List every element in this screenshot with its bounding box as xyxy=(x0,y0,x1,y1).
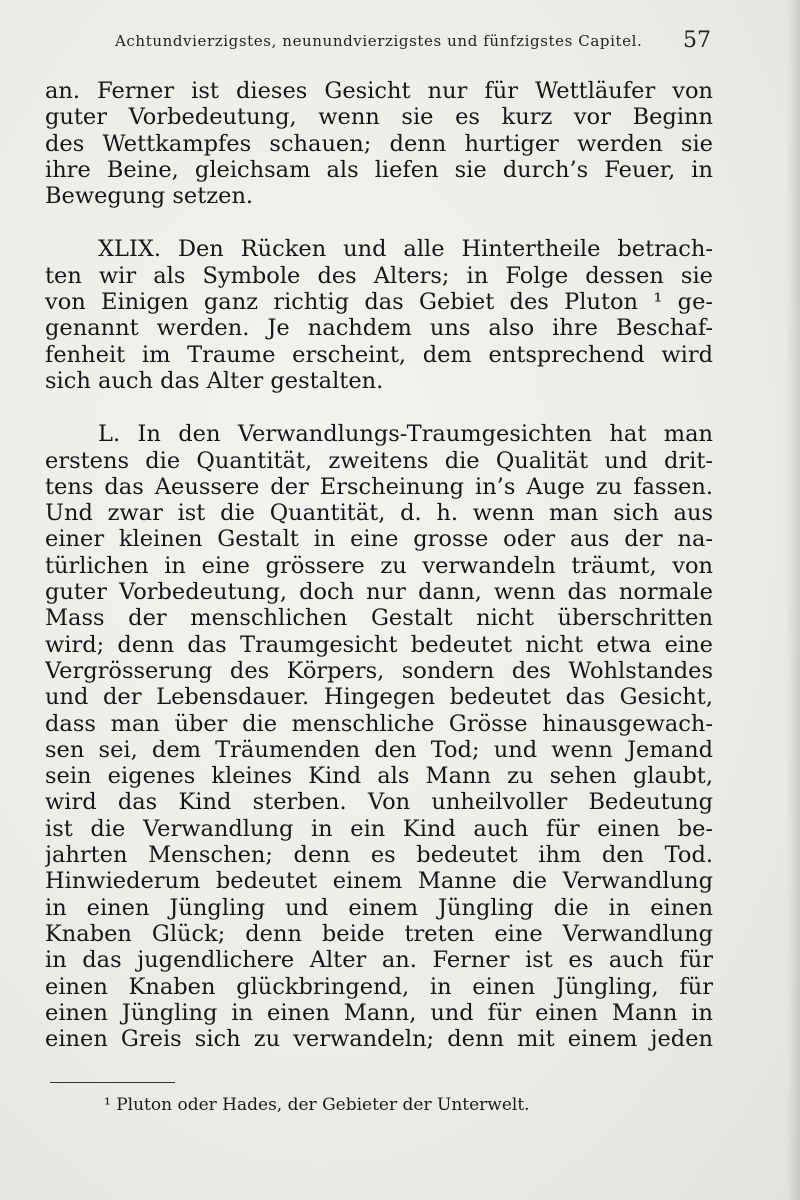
text-line: wird; denn das Traumgesicht bedeutet nicht etwa eine xyxy=(45,631,713,658)
text-line: erstens die Quantität, zweitens die Qualität und drit- xyxy=(45,447,713,474)
text-line: L. In den Verwandlungs-Traumgesichten hat man xyxy=(98,421,713,448)
text-line: Hinwiederum bedeutet einem Manne die Verwandlung xyxy=(45,868,713,895)
paragraph-continuation xyxy=(45,78,713,209)
footnote: ¹ Pluton oder Hades, der Gebieter der Unterwelt. xyxy=(104,1095,530,1115)
text-line: des Wettkampfes schauen; denn hurtiger werden sie xyxy=(45,130,713,157)
text-line: einen Greis sich zu verwandeln; denn mit einem jeden xyxy=(45,1026,713,1053)
paragraph-l xyxy=(45,421,713,1052)
running-head: Achtundvierzigstes, neunundvierzigstes und fünfzigstes Capitel. xyxy=(115,32,643,50)
text-line: in einen Jüngling und einem Jüngling die in einen xyxy=(45,894,713,921)
text-line: sich auch das Alter gestalten. xyxy=(45,367,384,394)
text-line: ihre Beine, gleichsam als liefen sie durch’s Feuer, in xyxy=(45,156,713,183)
body-text xyxy=(45,78,713,1052)
text-line: Knaben Glück; denn beide treten eine Verwandlung xyxy=(45,920,713,947)
text-line: sein eigenes kleines Kind als Mann zu sehen glaubt, xyxy=(45,763,713,790)
text-line: tens das Aeussere der Erscheinung in’s Auge zu fassen. xyxy=(45,473,713,500)
text-line: von Einigen ganz richtig das Gebiet des Pluton ¹ ge- xyxy=(45,289,713,316)
text-line: sen sei, dem Träumenden den Tod; und wenn Jemand xyxy=(45,736,713,763)
text-line: jahrten Menschen; denn es bedeutet ihm den Tod. xyxy=(45,842,713,869)
text-line: ten wir als Symbole des Alters; in Folge dessen sie xyxy=(45,262,713,289)
text-line: fenheit im Traume erscheint, dem entsprechend wird xyxy=(45,341,713,368)
text-line: wird das Kind sterben. Von unheilvoller Bedeutung xyxy=(45,789,713,816)
text-line: und der Lebensdauer. Hingegen bedeutet das Gesicht, xyxy=(45,684,713,711)
text-line: in das jugendlichere Alter an. Ferner ist es auch für xyxy=(45,947,713,974)
text-line: einen Jüngling in einen Mann, und für einen Mann in xyxy=(45,999,713,1026)
text-line: einer kleinen Gestalt in eine grosse oder aus der na- xyxy=(45,526,713,553)
text-line: Mass der menschlichen Gestalt nicht überschritten xyxy=(45,605,713,632)
page-header xyxy=(100,28,715,54)
text-line: Bewegung setzen. xyxy=(45,183,254,210)
page-number: 57 xyxy=(683,28,711,53)
text-line: guter Vorbedeutung, doch nur dann, wenn das normale xyxy=(45,579,713,606)
text-line: XLIX. Den Rücken und alle Hintertheile betrach- xyxy=(98,236,713,263)
footnote-rule xyxy=(50,1082,175,1083)
page-edge-shadow xyxy=(786,0,800,1200)
text-line: einen Knaben glückbringend, in einen Jüngling, für xyxy=(45,973,713,1000)
text-line: türlichen in eine grössere zu verwandeln träumt, von xyxy=(45,552,713,579)
text-line: dass man über die menschliche Grösse hinausgewach- xyxy=(45,710,713,737)
text-line: ist die Verwandlung in ein Kind auch für einen be- xyxy=(45,815,713,842)
text-line: guter Vorbedeutung, wenn sie es kurz vor Beginn xyxy=(45,104,713,131)
text-line: Und zwar ist die Quantität, d. h. wenn man sich aus xyxy=(45,500,713,527)
text-line: Vergrösserung des Körpers, sondern des Wohlstandes xyxy=(45,657,713,684)
paragraph-xlix xyxy=(45,236,713,394)
text-line: an. Ferner ist dieses Gesicht nur für Wettläufer von xyxy=(45,78,713,104)
text-line: genannt werden. Je nachdem uns also ihre Beschaf- xyxy=(45,315,713,342)
